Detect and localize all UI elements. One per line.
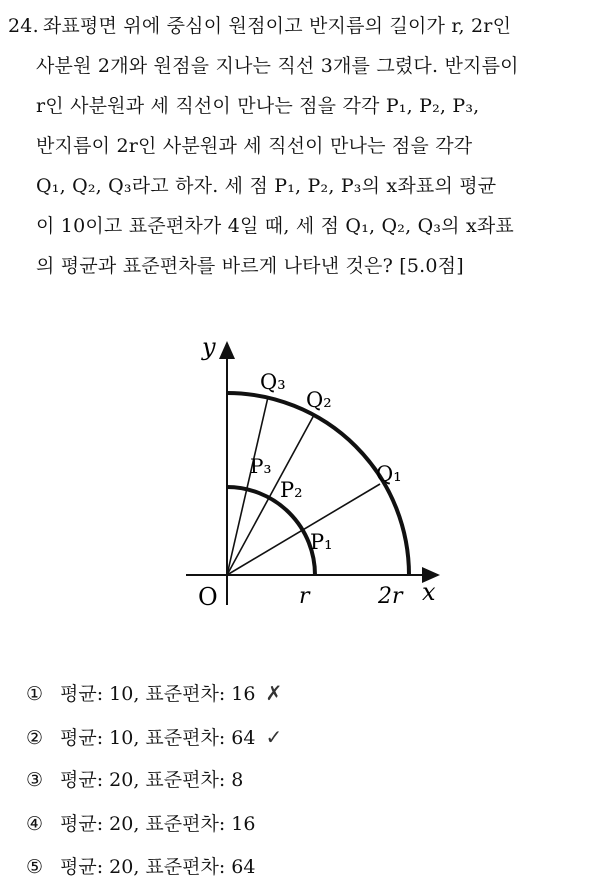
choice-5[interactable] <box>26 846 282 890</box>
label-Q1: Q₁ <box>376 462 402 486</box>
problem-line-4: 반지름이 2r인 사분원과 세 직선이 만나는 점을 각각 <box>36 135 473 157</box>
choice-5-mark: ⑤ <box>26 856 44 878</box>
problem-line-3: r인 사분원과 세 직선이 만나는 점을 각각 P₁, P₂, P₃, <box>36 95 480 117</box>
choice-3-text: 평균: 20, 표준편차: 8 <box>60 769 244 791</box>
choice-2[interactable] <box>26 716 282 760</box>
choice-4-mark: ④ <box>26 812 44 835</box>
line-1 <box>227 484 380 575</box>
label-P2: P₂ <box>280 478 303 502</box>
problem-line-7: 의 평균과 표준편차를 바르게 나타낸 것은? [5.0점] <box>36 255 464 277</box>
choice-4-text: 평균: 20, 표준편차: 16 <box>60 812 256 835</box>
tick-r-label: r <box>299 584 310 609</box>
choice-5-text: 평균: 20, 표준편차: 64 <box>60 856 256 878</box>
choice-2-text: 평균: 10, 표준편차: 64 <box>60 726 256 749</box>
choice-4[interactable] <box>26 803 282 847</box>
choice-1-mark: ① <box>26 683 44 705</box>
choice-2-mark: ② <box>26 726 44 749</box>
quarter-circle-figure <box>180 335 450 615</box>
axis-y-label: y <box>202 335 216 361</box>
label-P3: P₃ <box>250 454 272 478</box>
check-mark-icon: ✓ <box>265 724 283 749</box>
problem-line-6: 이 10이고 표준편차가 4일 때, 세 점 Q₁, Q₂, Q₃의 x좌표 <box>36 215 514 237</box>
choice-1[interactable] <box>26 672 282 716</box>
problem-line-5: Q₁, Q₂, Q₃라고 하자. 세 점 P₁, P₂, P₃의 x좌표의 평균 <box>36 175 497 197</box>
label-P1: P₁ <box>310 530 333 554</box>
cross-mark-icon: ✗ <box>265 681 283 705</box>
problem-text <box>8 6 604 286</box>
choice-3-mark: ③ <box>26 769 44 791</box>
problem-line-1: 24. 좌표평면 위에 중심이 원점이고 반지름의 길이가 r, 2r인 <box>8 15 512 37</box>
answer-choices <box>26 672 282 890</box>
problem-line-2: 사분원 2개와 원점을 지나는 직선 3개를 그렸다. 반지름이 <box>36 55 519 77</box>
problem-number: 24. <box>8 15 39 37</box>
label-Q2: Q₂ <box>306 388 332 412</box>
tick-2r-label: 2r <box>378 584 403 609</box>
label-Q3: Q₃ <box>260 370 286 394</box>
choice-3[interactable] <box>26 759 282 803</box>
origin-label: O <box>198 583 218 611</box>
choice-1-text: 평균: 10, 표준편차: 16 <box>60 683 256 705</box>
axis-x-label: x <box>422 578 436 606</box>
